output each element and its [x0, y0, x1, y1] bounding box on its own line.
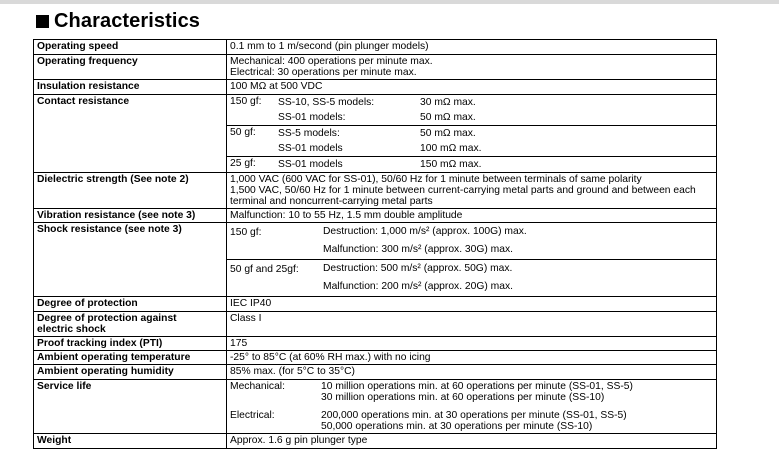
shock-group: [227, 260, 716, 296]
row-value: [227, 172, 717, 209]
row-value: [227, 55, 717, 80]
row-value: 100 MΩ at 500 VDC: [227, 80, 717, 94]
table-row: [34, 80, 717, 94]
model-text: SS-01 models:: [278, 111, 346, 123]
table-row: [34, 94, 717, 172]
force-label: 50 gf and 25gf:: [230, 264, 299, 276]
heading-square-icon: [36, 15, 49, 28]
table-row: [34, 365, 717, 379]
value-line: Electrical: 30 operations per minute max.: [230, 67, 417, 79]
row-label: Ambient operating temperature: [34, 351, 227, 365]
row-label: Operating speed: [34, 40, 227, 55]
row-value: [227, 94, 717, 172]
service-kind: Electrical:: [230, 410, 275, 422]
value-line: Mechanical: 400 operations per minute max.: [230, 56, 433, 67]
table-row: [34, 172, 717, 209]
row-label: Dielectric strength (See note 2): [34, 172, 227, 209]
service-line: 30 million operations min. at 60 operations per minute (SS-10): [321, 391, 605, 403]
value-line: terminal and noncurrent-carrying metal parts: [230, 196, 433, 208]
heading-text: Characteristics: [54, 9, 201, 32]
table-row: [34, 209, 717, 223]
row-value: 0.1 mm to 1 m/second (pin plunger models): [227, 40, 717, 55]
table-row: [34, 40, 717, 55]
row-value: [227, 379, 717, 434]
table-row: [34, 297, 717, 311]
service-line: 200,000 operations min. at 30 operations per minute (SS-01, SS-5): [321, 410, 627, 422]
table-row: [34, 379, 717, 434]
row-label: Degree of protection: [34, 297, 227, 311]
service-line: 10 million operations min. at 60 operations per minute (SS-01, SS-5): [321, 380, 633, 392]
row-label: Ambient operating humidity: [34, 365, 227, 379]
value-line: 1,500 VAC, 50/60 Hz for 1 minute between current-carrying metal parts and ground and between each: [230, 184, 696, 196]
row-label: Operating frequency: [34, 55, 227, 80]
row-label: Vibration resistance (see note 3): [34, 209, 227, 223]
service-group: [227, 409, 716, 433]
table-row: [34, 223, 717, 297]
shock-line: Destruction: 1,000 m/s² (approx. 100G) max.: [323, 226, 527, 238]
contact-group: [227, 95, 716, 126]
row-label: Shock resistance (see note 3): [34, 223, 227, 297]
model-text: SS-5 models:: [278, 127, 340, 139]
contact-group: [227, 126, 716, 157]
model-text: SS-01 models: [278, 158, 343, 170]
shock-group: [227, 223, 716, 260]
row-value: Malfunction: 10 to 55 Hz, 1.5 mm double amplitude: [227, 209, 717, 223]
row-value: 85% max. (for 5°C to 35°C): [227, 365, 717, 379]
table-row: [34, 434, 717, 448]
shock-line: Destruction: 500 m/s² (approx. 50G) max.: [323, 263, 513, 275]
model-text: SS-10, SS-5 models:: [278, 96, 375, 108]
force-label: 25 gf:: [230, 157, 256, 169]
shock-line: Malfunction: 300 m/s² (approx. 30G) max.: [323, 244, 513, 256]
service-kind: Mechanical:: [230, 380, 285, 392]
row-value: Class I: [227, 311, 717, 336]
contact-group: [227, 157, 716, 172]
service-line: 50,000 operations min. at 30 operations per minute (SS-10): [321, 421, 593, 433]
section-heading: [36, 8, 200, 34]
force-label: 150 gf:: [230, 227, 262, 239]
table-row: [34, 311, 717, 336]
row-value: -25° to 85°C (at 60% RH max.) with no icing: [227, 351, 717, 365]
shock-line: Malfunction: 200 m/s² (approx. 20G) max.: [323, 281, 513, 293]
force-label: 150 gf:: [230, 95, 262, 107]
row-label: [34, 311, 227, 336]
row-label: Proof tracking index (PTI): [34, 337, 227, 351]
resistance-value: 50 mΩ max.: [420, 127, 476, 139]
label-line: electric shock: [37, 323, 106, 335]
row-label: Insulation resistance: [34, 80, 227, 94]
row-value: Approx. 1.6 g pin plunger type: [227, 434, 717, 448]
label-line: Degree of protection against: [37, 312, 177, 324]
resistance-value: 30 mΩ max.: [420, 96, 476, 108]
row-label: Weight: [34, 434, 227, 448]
force-label: 50 gf:: [230, 126, 256, 138]
row-value: [227, 223, 717, 297]
resistance-value: 150 mΩ max.: [420, 158, 482, 170]
row-label: Contact resistance: [34, 94, 227, 172]
table-row: [34, 351, 717, 365]
characteristics-table: [33, 39, 717, 449]
resistance-value: 50 mΩ max.: [420, 111, 476, 123]
row-value: 175: [227, 337, 717, 351]
row-value: IEC IP40: [227, 297, 717, 311]
model-text: SS-01 models: [278, 142, 343, 154]
resistance-value: 100 mΩ max.: [420, 142, 482, 154]
value-line: 1,000 VAC (600 VAC for SS-01), 50/60 Hz for 1 minute between terminals of same polarity: [230, 173, 642, 185]
top-rule: [0, 0, 779, 4]
row-label: Service life: [34, 379, 227, 434]
table-row: [34, 55, 717, 80]
table-row: [34, 337, 717, 351]
service-group: [227, 380, 716, 409]
